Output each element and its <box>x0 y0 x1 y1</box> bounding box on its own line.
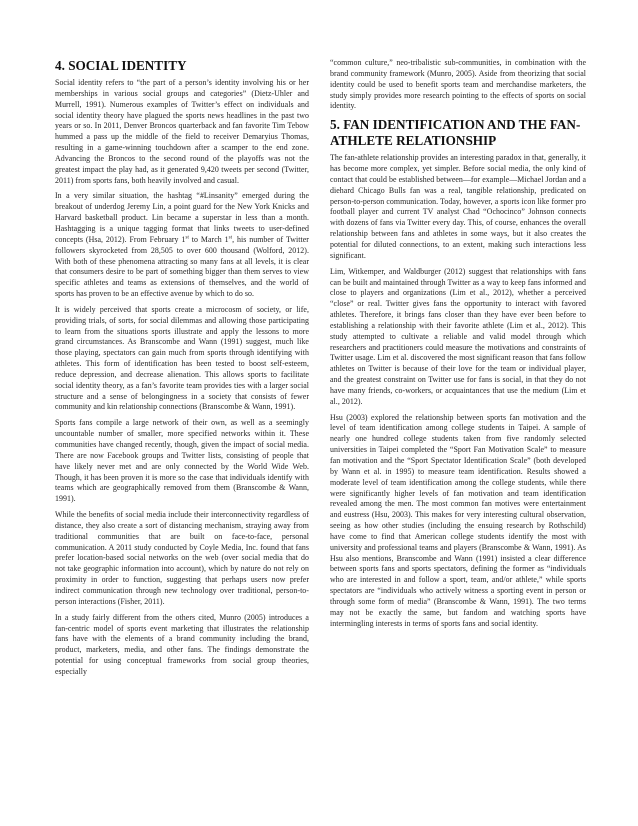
paragraph-networks: Sports fans compile a large network of their own, as well as a seemingly uncountable number of smaller, more specified networks within it. These communities have changed recently, though, given the impact of social media. There are now Facebook groups and Twitter lists, consisting of people that have likely never met and are only connected by the World Wide Web. Though, it has been proven it is more so the case that individuals identify with teams which are geographically removed from them (Branscombe & Wann, 1991). <box>55 418 309 504</box>
paragraph-microcosm: It is widely perceived that sports create a microcosm of society, or life, providing trials, of sorts, for social dilemmas and allowing those participating to learn from the situations sports illustrate and apply the lessons to more grand circumstances. As Branscombe and Wann (1991) suggest, much like those playing, spectators can gain much from sports through identifying with athletes. This form of identification has been tested to boost self-esteem, reduce depression, and decrease alienation. This allows sports to facilitate social identity theory, as a fan’s favorite team provides ties with a larger social structure and a sense of belongingness in a society that consists of fewer community and kin relationship connections (Branscombe & Wann, 1991). <box>55 304 309 412</box>
paragraph-continuation: “common culture,” neo-tribalistic sub-communities, in combination with the brand community framework (Munro, 2005). Aside from theorizing that social identity could be used to benefit sports team and merchandise marketers, the study simply provides more research pointing to the effects of sports on social identity. <box>330 58 586 111</box>
linsanity-text-c: , his number of Twitter followers skyrocketed from 28,505 to over 600 thousand (Wolford, 2012). With both of these phenomena attracting so many fans at all levels, it is clear that consumers desire to be part of something bigger than them serves to view specific athletes and teams as extensions of themselves, and the world of sports has proven to be an effective avenue by which to do so. <box>55 234 309 299</box>
section-4-heading: 4. SOCIAL IDENTITY <box>55 58 187 73</box>
linsanity-text-a: In a very similar situation, the hashtag “#Linsanity” emerged during the breakout of underdog Jeremy Lin, a point guard for the New York Knicks and Harvard basketball product. Lin became a superstar in less than a month. Hashtagging is a unique tagging format that links tweets to user-defined concepts (Hsa, 2012). From February 1 <box>55 191 309 244</box>
paragraph-munro: In a study fairly different from the others cited, Munro (2005) introduces a fan-centric model of sports event marketing that illustrates the relationship fans have with the elements of a brand community including the brand, product, marketers, media, and other fans. The findings demonstrate the potential for using conceptual frameworks from social group theories, especially <box>55 612 309 676</box>
section-5-heading: 5. FAN IDENTIFICATION AND THE FAN-ATHLETE RELATIONSHIP <box>330 117 581 149</box>
paragraph-lim: Lim, Witkemper, and Waldburger (2012) suggest that relationships with fans can be built and maintained through Twitter as a way to keep fans informed and close to players and organizations (Lim et al., 2012), whether a perceived “close” or real. Twitter gives fans the opportunity to interact with favored athletes. Therefore, it brings fans closer than they have ever been before to establishing a relationship with their favorite athlete (Lim et al., 2012). This study attempted to cultivate a reliable and valid model through which researchers and practitioners could measure the motivations and constraints of Twitter usage. Lim et al. discovered the most significant reason that fans follow athletes on Twitter is because of their love for the team or individual player, and the greatest constraint on Twitter use for fans is social, in that they do not have many friends, co-workers, or acquaintances that use the medium (Lim et al., 2012). <box>330 266 586 406</box>
right-column <box>330 58 586 635</box>
left-column <box>55 58 309 683</box>
paragraph-social-identity: Social identity refers to “the part of a person’s identity involving his or her memberships in various social groups and categories” (Dietz-Uhler and Murrell, 1991). Numerous examples of Twitter’s effect on individuals and social identity theory have plagued the sports news headlines in the past two years or so. In 2011, Denver Broncos quarterback and fan favorite Tim Tebow hummed a pass up the middle of the field to receiver Demaryius Thomas, resulting in a game-winning touchdown after a scamper to the end zone. Advancing the Broncos to the second round of the playoffs was not the greatest impact the play had, as it generated 9,420 tweets per second (Twitter, 2011) from sports fans, both heavily involved and casual. <box>55 78 309 185</box>
superscript-st: st <box>228 235 233 241</box>
superscript-st: st <box>185 235 189 241</box>
paragraph-benefits: While the benefits of social media include their interconnectivity regardless of distance, they also create a sort of distancing mechanism, straying away from traditional communities that are built on face-to-face, personal communication. A 2011 study conducted by Coyle Media, Inc. found that fans prefer location-based social networks on the web (over social media that do not take geographic information into account), which by nature do not rely on proximity in order to function, suggesting that perhaps users now prefer indirect communication through new technology over traditional, person-to-person interactions (Fisher, 2011). <box>55 510 309 606</box>
paragraph-hsu: Hsu (2003) explored the relationship between sports fan motivation and the level of team identification among college students in Taipei. A sample of nearly one hundred college students taken from five randomly selected universities in Taipei completed the “Sport Fan Motivation Scale” to measure fan motivation and the “Sport Spectator Identification Scale” (both developed by Wann et al. in 1995) to measure team identification. Results showed a moderate level of team identification among the college students, while there were significantly higher levels of fan motivation and team identification revealed among the men. The most common fan motives were entertainment and eustress (Hsu, 2003). This makes for very interesting cultural observation, seeing as how other studies (including the ensuing research by Rothschild) have come to find that American college students identify the most with university and professional teams and players (Branscombe & Wann, 1991). As Hsu also mentions, Branscombe and Wann (1991) insisted a clear difference between sports fans and sports spectators, defining the former as “individuals who are interested in and follow a sport, team, and/or athlete,” while sports spectators are “individuals who actively witness a sporting event in person or through some form of media” (Branscombe & Wann, 1991). The two terms may not be exactly the same, but fandom and watching sports have intermingling interests in terms of sports fans and social identity. <box>330 412 586 628</box>
paragraph-fan-athlete: The fan-athlete relationship provides an interesting paradox in that, generally, it has become more complex, yet simpler. Before social media, the only kind of contact that could be established between—for example—Michael Jordan and a diehard Chicago Bulls fan was a real, tangible relationship, predicated on person-to-person communication. Today, however, a sports icon like former pro football player and current TV analyst Chad “Ochocinco” Johnson connects with dozens of fans via Twitter every day. This, of course, enhances the overall relationship between fans and athletes in some ways, but it also creates the potential for diluted connections, to an extent, making such interactions less significant. <box>330 153 586 260</box>
linsanity-text-b: to March 1 <box>188 234 229 244</box>
paragraph-linsanity <box>55 191 309 299</box>
